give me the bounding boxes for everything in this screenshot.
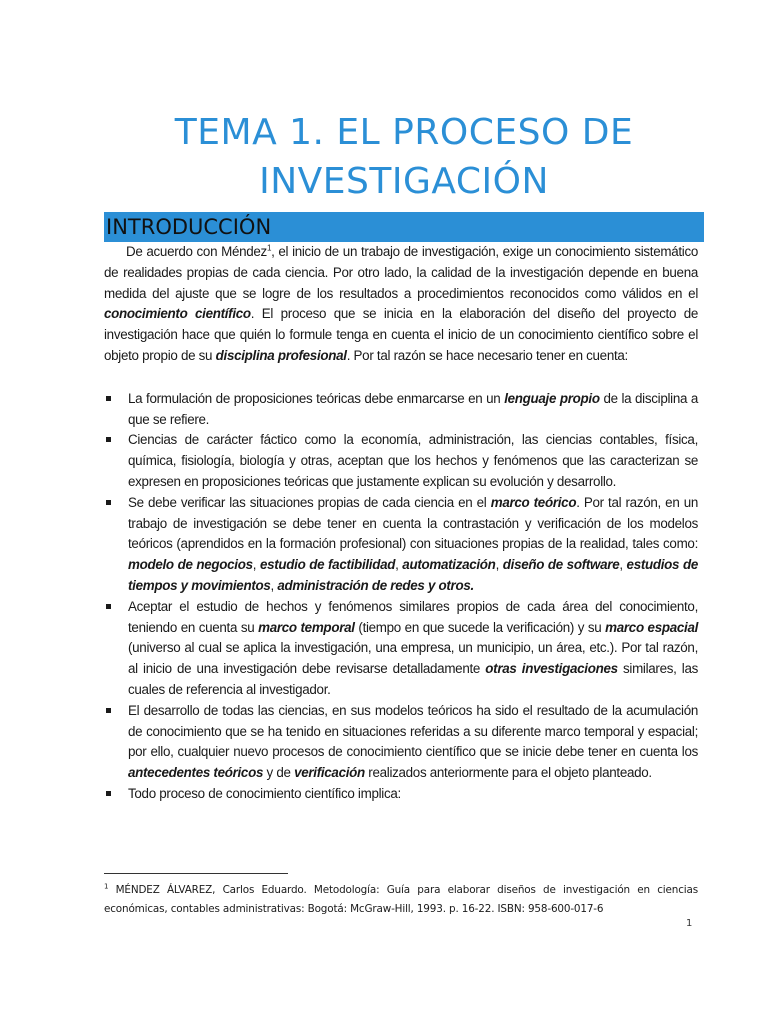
keyword-otras-investigaciones: otras investigaciones	[485, 661, 618, 677]
keyword-lenguaje-propio: lenguaje propio	[504, 390, 600, 406]
footnote-mark: 1	[104, 882, 109, 891]
section-heading-bar	[104, 212, 704, 242]
bullet-square-icon	[106, 604, 111, 609]
list-item: El desarrollo de todas las ciencias, en sus modelos teóricos ha sido el resultado de la acumulación de conocimiento que se ha tenido en situaciones referidas a su diferente marco temporal y espacial; por ello, cualquier nuevo procesos de conocimiento científico que se inicie debe tener en cuenta los antecedentes teóricos y de verificación realizados anteriormente para el objeto planteado.	[104, 701, 698, 784]
bullet-square-icon	[106, 396, 111, 401]
footnote-reference[interactable]: 1	[266, 243, 272, 253]
intro-paragraph: De acuerdo con Méndez$^1$, el inicio de un trabajo de investigación, exige un conocimiento sistemático de realidades propias de cada ciencia. Por otro lado, la calidad de la investigación depende en buena medida del ajuste que se logre de los resultados a procedimientos reconocidos como válidos en el conocimiento científico. El proceso que se inicia en la elaboración del diseño del proyecto de investigación hace que quién lo formule tenga en cuenta el inicio de un conocimiento científico sobre el objeto propio de su disciplina profesional. Por tal razón se hace necesario tener en cuenta:	[104, 243, 698, 363]
footnote-divider	[104, 873, 288, 874]
keyword-marco-espacial: marco espacial	[605, 619, 699, 635]
keyword-automatizacion: automatización	[402, 557, 496, 573]
keyword-estudios-de-tiempos: estudios de tiempos y movimientos	[128, 557, 699, 593]
keyword-antecedentes-teoricos: antecedentes teóricos	[128, 765, 264, 781]
bullet-square-icon	[106, 791, 111, 796]
title-line-2: INVESTIGACIÓN	[259, 161, 549, 202]
bullet-square-icon	[106, 437, 111, 442]
section-heading: INTRODUCCIÓN	[106, 215, 272, 239]
keyword-marco-temporal: marco temporal	[258, 619, 355, 635]
page-number: 1	[686, 918, 693, 929]
keyword-modelo-de-negocios: modelo de negocios	[128, 557, 253, 573]
keyword-verificacion: verificación	[294, 765, 365, 781]
page-title	[104, 108, 704, 206]
bullet-square-icon	[106, 500, 111, 505]
bullet-list	[104, 389, 698, 805]
keyword-administracion-de-redes: administración de redes y otros.	[277, 577, 474, 593]
bullet-square-icon	[106, 708, 111, 713]
list-item: Se debe verificar las situaciones propias de cada ciencia en el marco teórico. Por tal razón, en un trabajo de investigación se debe tener en cuenta la contrastación y verificación de los modelos teóricos (aprendidos en la formación profesional) con situaciones propias de la realidad, tales como: modelo de negocios, estudio de factibilidad, automatización, diseño de software, estudios de tiempos y movimientos, administración de redes y otros.	[104, 493, 698, 597]
list-item: Ciencias de carácter fáctico como la economía, administración, las ciencias contables, física, química, fisiología, biología y otras, aceptan que los hechos y fenómenos que las caracterizan se expresen en proposiciones teóricas que justamente explican su evolución y desarrollo.	[104, 430, 698, 492]
keyword-disciplina-profesional: disciplina profesional	[215, 347, 347, 363]
title-line-1: TEMA 1. EL PROCESO DE	[174, 112, 634, 153]
keyword-marco-teorico: marco teórico	[490, 494, 577, 510]
list-item: Todo proceso de conocimiento científico implica:	[104, 784, 698, 805]
footnote-text: MÉNDEZ ÁLVAREZ, Carlos Eduardo. Metodología: Guía para elaborar diseños de investigación en ciencias económicas, contables administrativas: Bogotá: McGraw-Hill, 1993. p. 16-22. ISBN: 958-600-017-6	[104, 884, 698, 915]
keyword-conocimiento-cientifico: conocimiento científico	[104, 306, 251, 322]
footnote	[104, 881, 698, 919]
document-body	[104, 242, 698, 805]
keyword-diseno-de-software: diseño de software	[502, 557, 620, 573]
keyword-estudio-de-factibilidad: estudio de factibilidad	[259, 557, 396, 573]
list-item: La formulación de proposiciones teóricas debe enmarcarse en un lenguaje propio de la disciplina a que se refiere.	[104, 389, 698, 431]
list-item: Aceptar el estudio de hechos y fenómenos similares propios de cada área del conocimiento, teniendo en cuenta su marco temporal (tiempo en que sucede la verificación) y su marco espacial (universo al cual se aplica la investigación, una empresa, un municipio, un área, etc.). Por tal razón, al inicio de una investigación debe revisarse detalladamente otras investigaciones similares, las cuales de referencia al investigador.	[104, 597, 698, 701]
